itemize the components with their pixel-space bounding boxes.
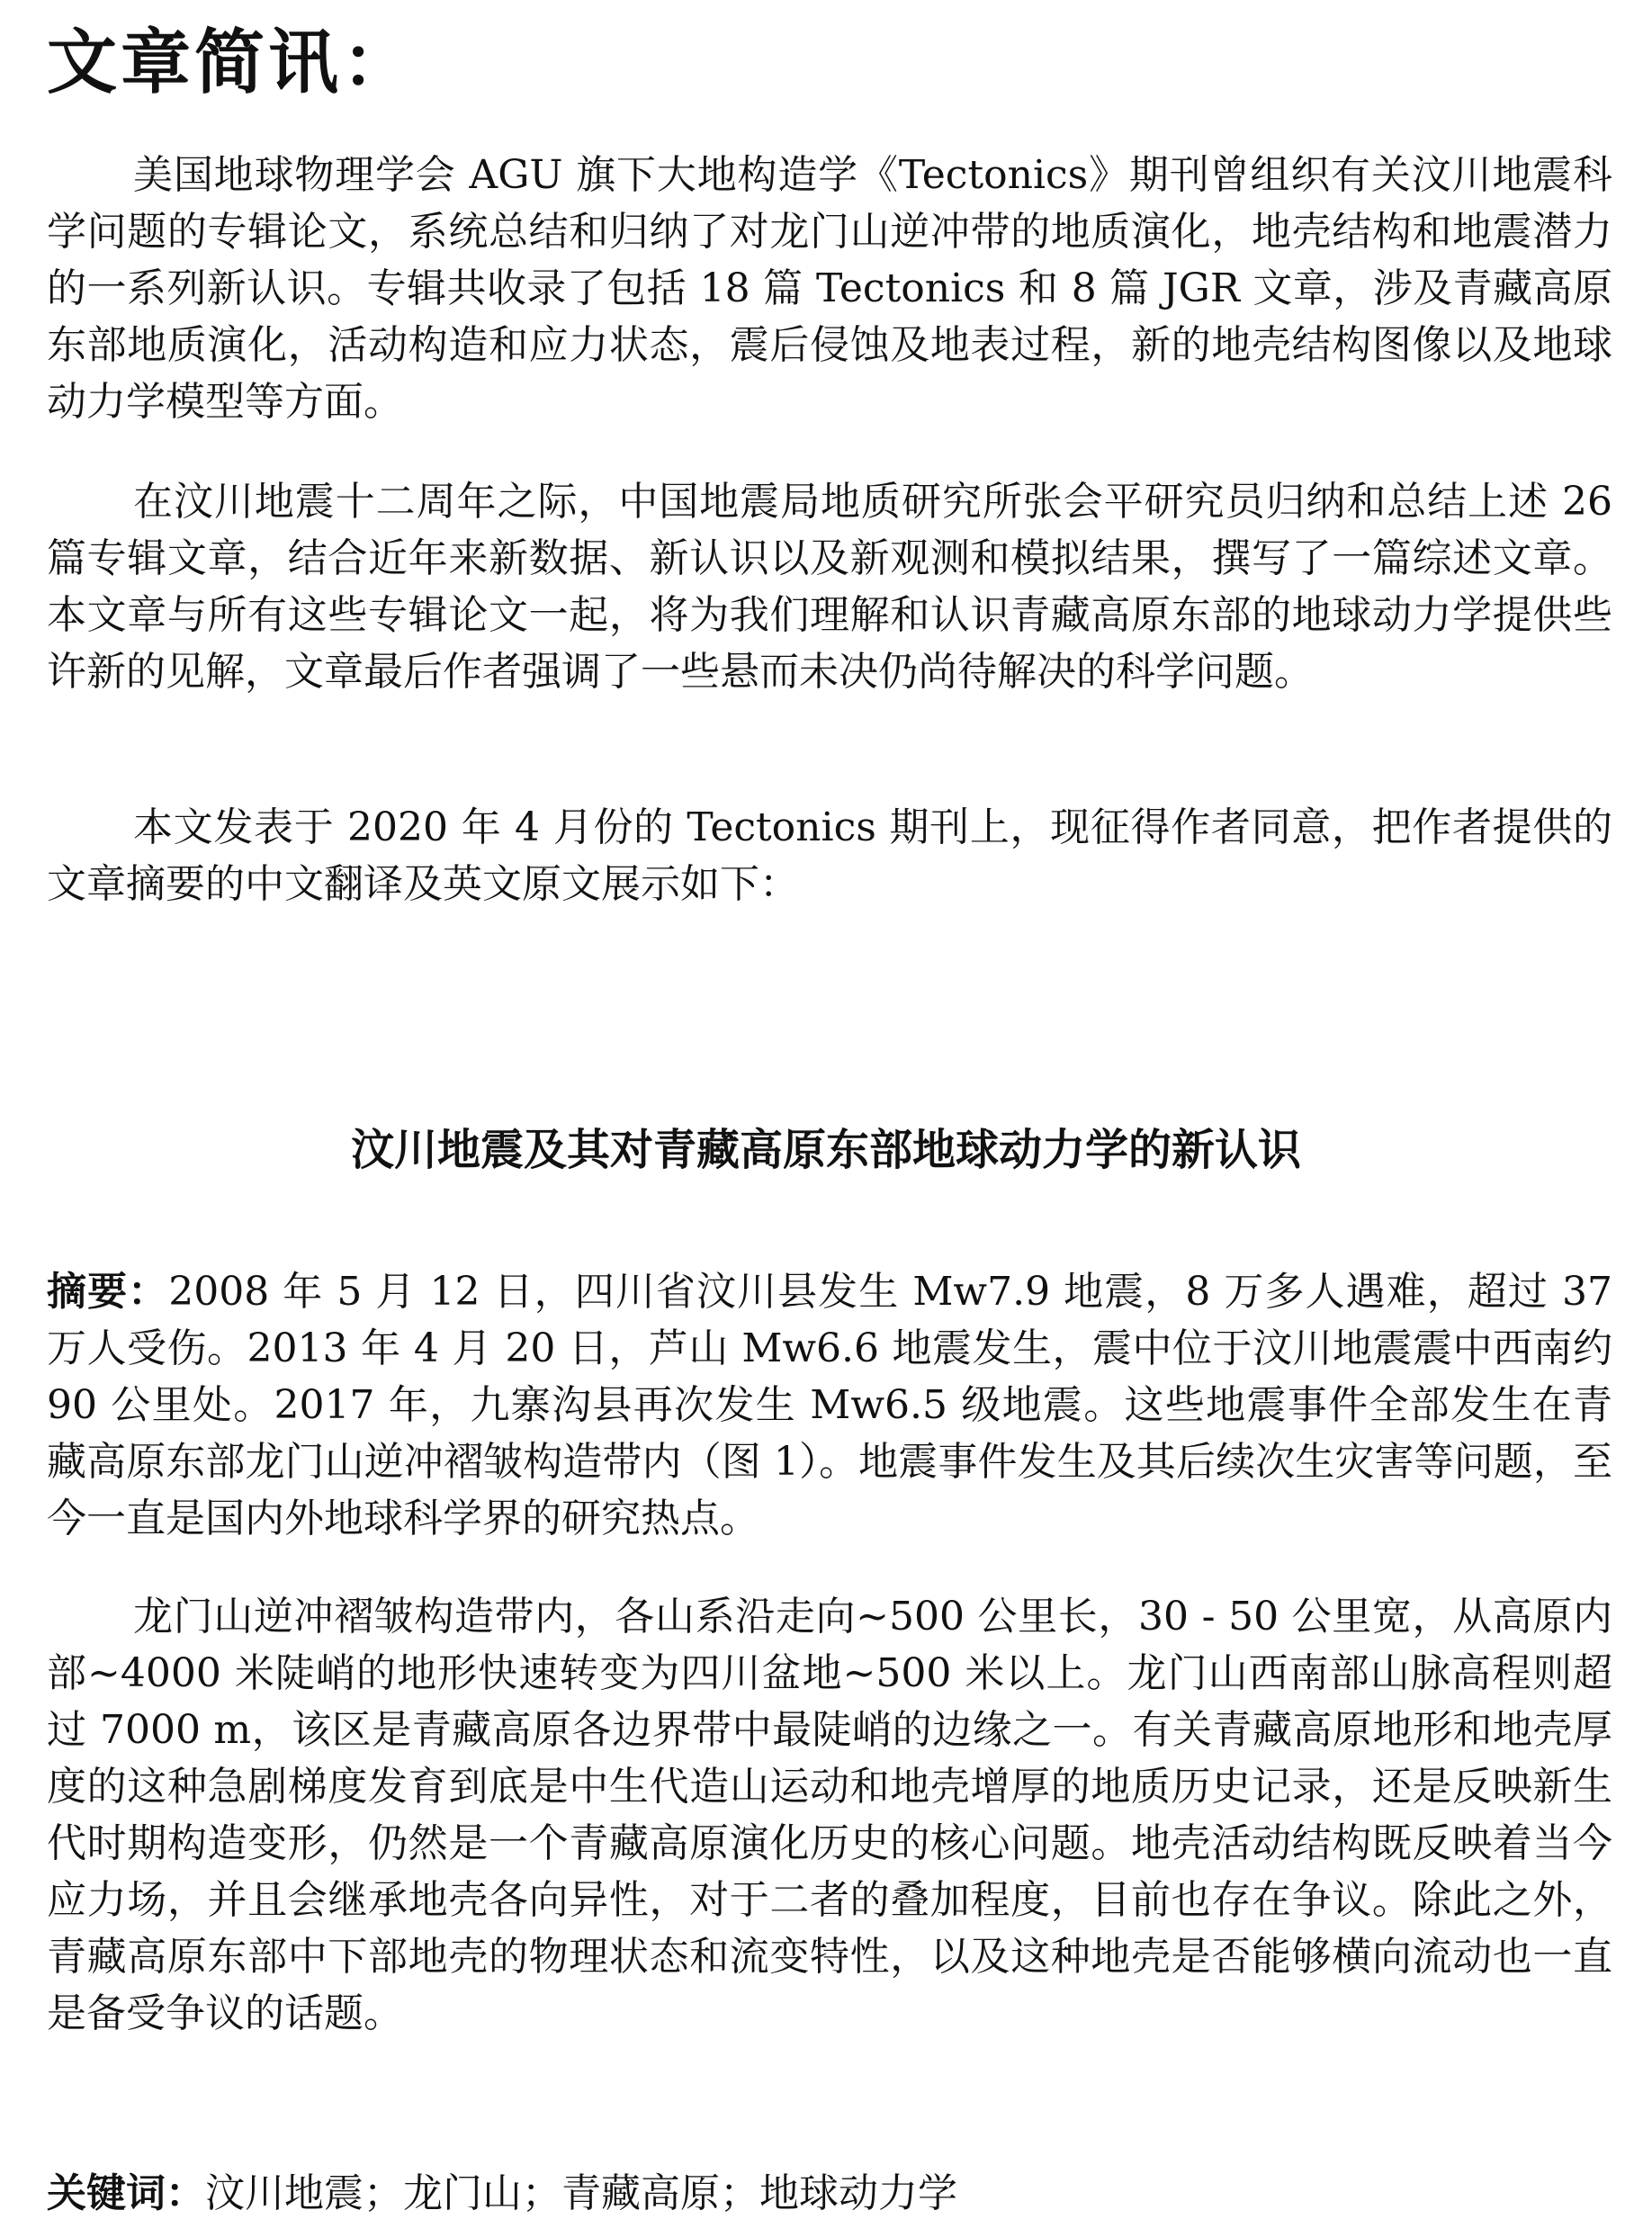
keywords-line (47, 2165, 957, 2222)
keywords-label: 关键词： (47, 2170, 205, 2216)
page-heading: 文章简讯： (47, 22, 417, 103)
abstract-label: 摘要： (47, 1269, 169, 1315)
article-title: 汶川地震及其对青藏高原东部地球动力学的新认识 (350, 1125, 1301, 1175)
intro-paragraph-3: 本文发表于 2020 年 4 月份的 Tectonics 期刊上，现征得作者同意，把作者提供的文章摘要的中文翻译及英文原文展示如下： (47, 804, 1612, 907)
abstract-paragraph-2: 龙门山逆冲褶皱构造带内，各山系沿走向~500 公里长，30 - 50 公里宽，从高原内部~4000 米陡峭的地形快速转变为四川盆地~500 米以上。龙门山西南部山脉高程则超过 7000 m，该区是青藏高原各边界带中最陡峭的边缘之一。有关青藏高原地形和地壳厚度的这种急剧梯度发育到底是中生代造山运动和地壳增厚的地质历史记录，还是反映新生代时期构造变形，仍然是一个青藏高原演化历史的核心问题。地壳活动结构既反映着当今应力场，并且会继承地壳各向异性，对于二者的叠加程度，目前也存在争议。除此之外，青藏高原东部中下部地壳的物理状态和流变特性，以及这种地壳是否能够横向流动也一直是备受争议的话题。 (47, 1594, 1612, 2036)
keywords-value: 汶川地震；龙门山；青藏高原；地球动力学 (205, 2170, 957, 2216)
abstract-paragraph-1 (47, 1263, 1612, 1547)
abstract-text-1: 2008 年 5 月 12 日，四川省汶川县发生 Mw7.9 地震，8 万多人遇难，超过 37 万人受伤。2013 年 4 月 20 日，芦山 Mw6.6 地震发生，震中位于汶川地震震中西南约 90 公里处。2017 年，九寨沟县再次发生 Mw6.5 级地震。这些地震事件全部发生在青藏高原东部龙门山逆冲褶皱构造带内（图 1）。地震事件发生及其后续次生灾害等问题，至今一直是国内外地球科学界的研究热点。 (47, 1269, 1612, 1541)
intro-paragraph-1: 美国地球物理学会 AGU 旗下大地构造学《Tectonics》期刊曾组织有关汶川地震科学问题的专辑论文，系统总结和归纳了对龙门山逆冲带的地质演化，地壳结构和地震潜力的一系列新认识。专辑共收录了包括 18 篇 Tectonics 和 8 篇 JGR 文章，涉及青藏高原东部地质演化，活动构造和应力状态，震后侵蚀及地表过程，新的地壳结构图像以及地球动力学模型等方面。 (47, 152, 1612, 425)
intro-paragraph-2: 在汶川地震十二周年之际，中国地震局地质研究所张会平研究员归纳和总结上述 26 篇专辑文章，结合近年来新数据、新认识以及新观测和模拟结果，撰写了一篇综述文章。本文章与所有这些专辑论文一起，将为我们理解和认识青藏高原东部的地球动力学提供些许新的见解，文章最后作者强调了一些悬而未决仍尚待解决的科学问题。 (47, 479, 1612, 695)
